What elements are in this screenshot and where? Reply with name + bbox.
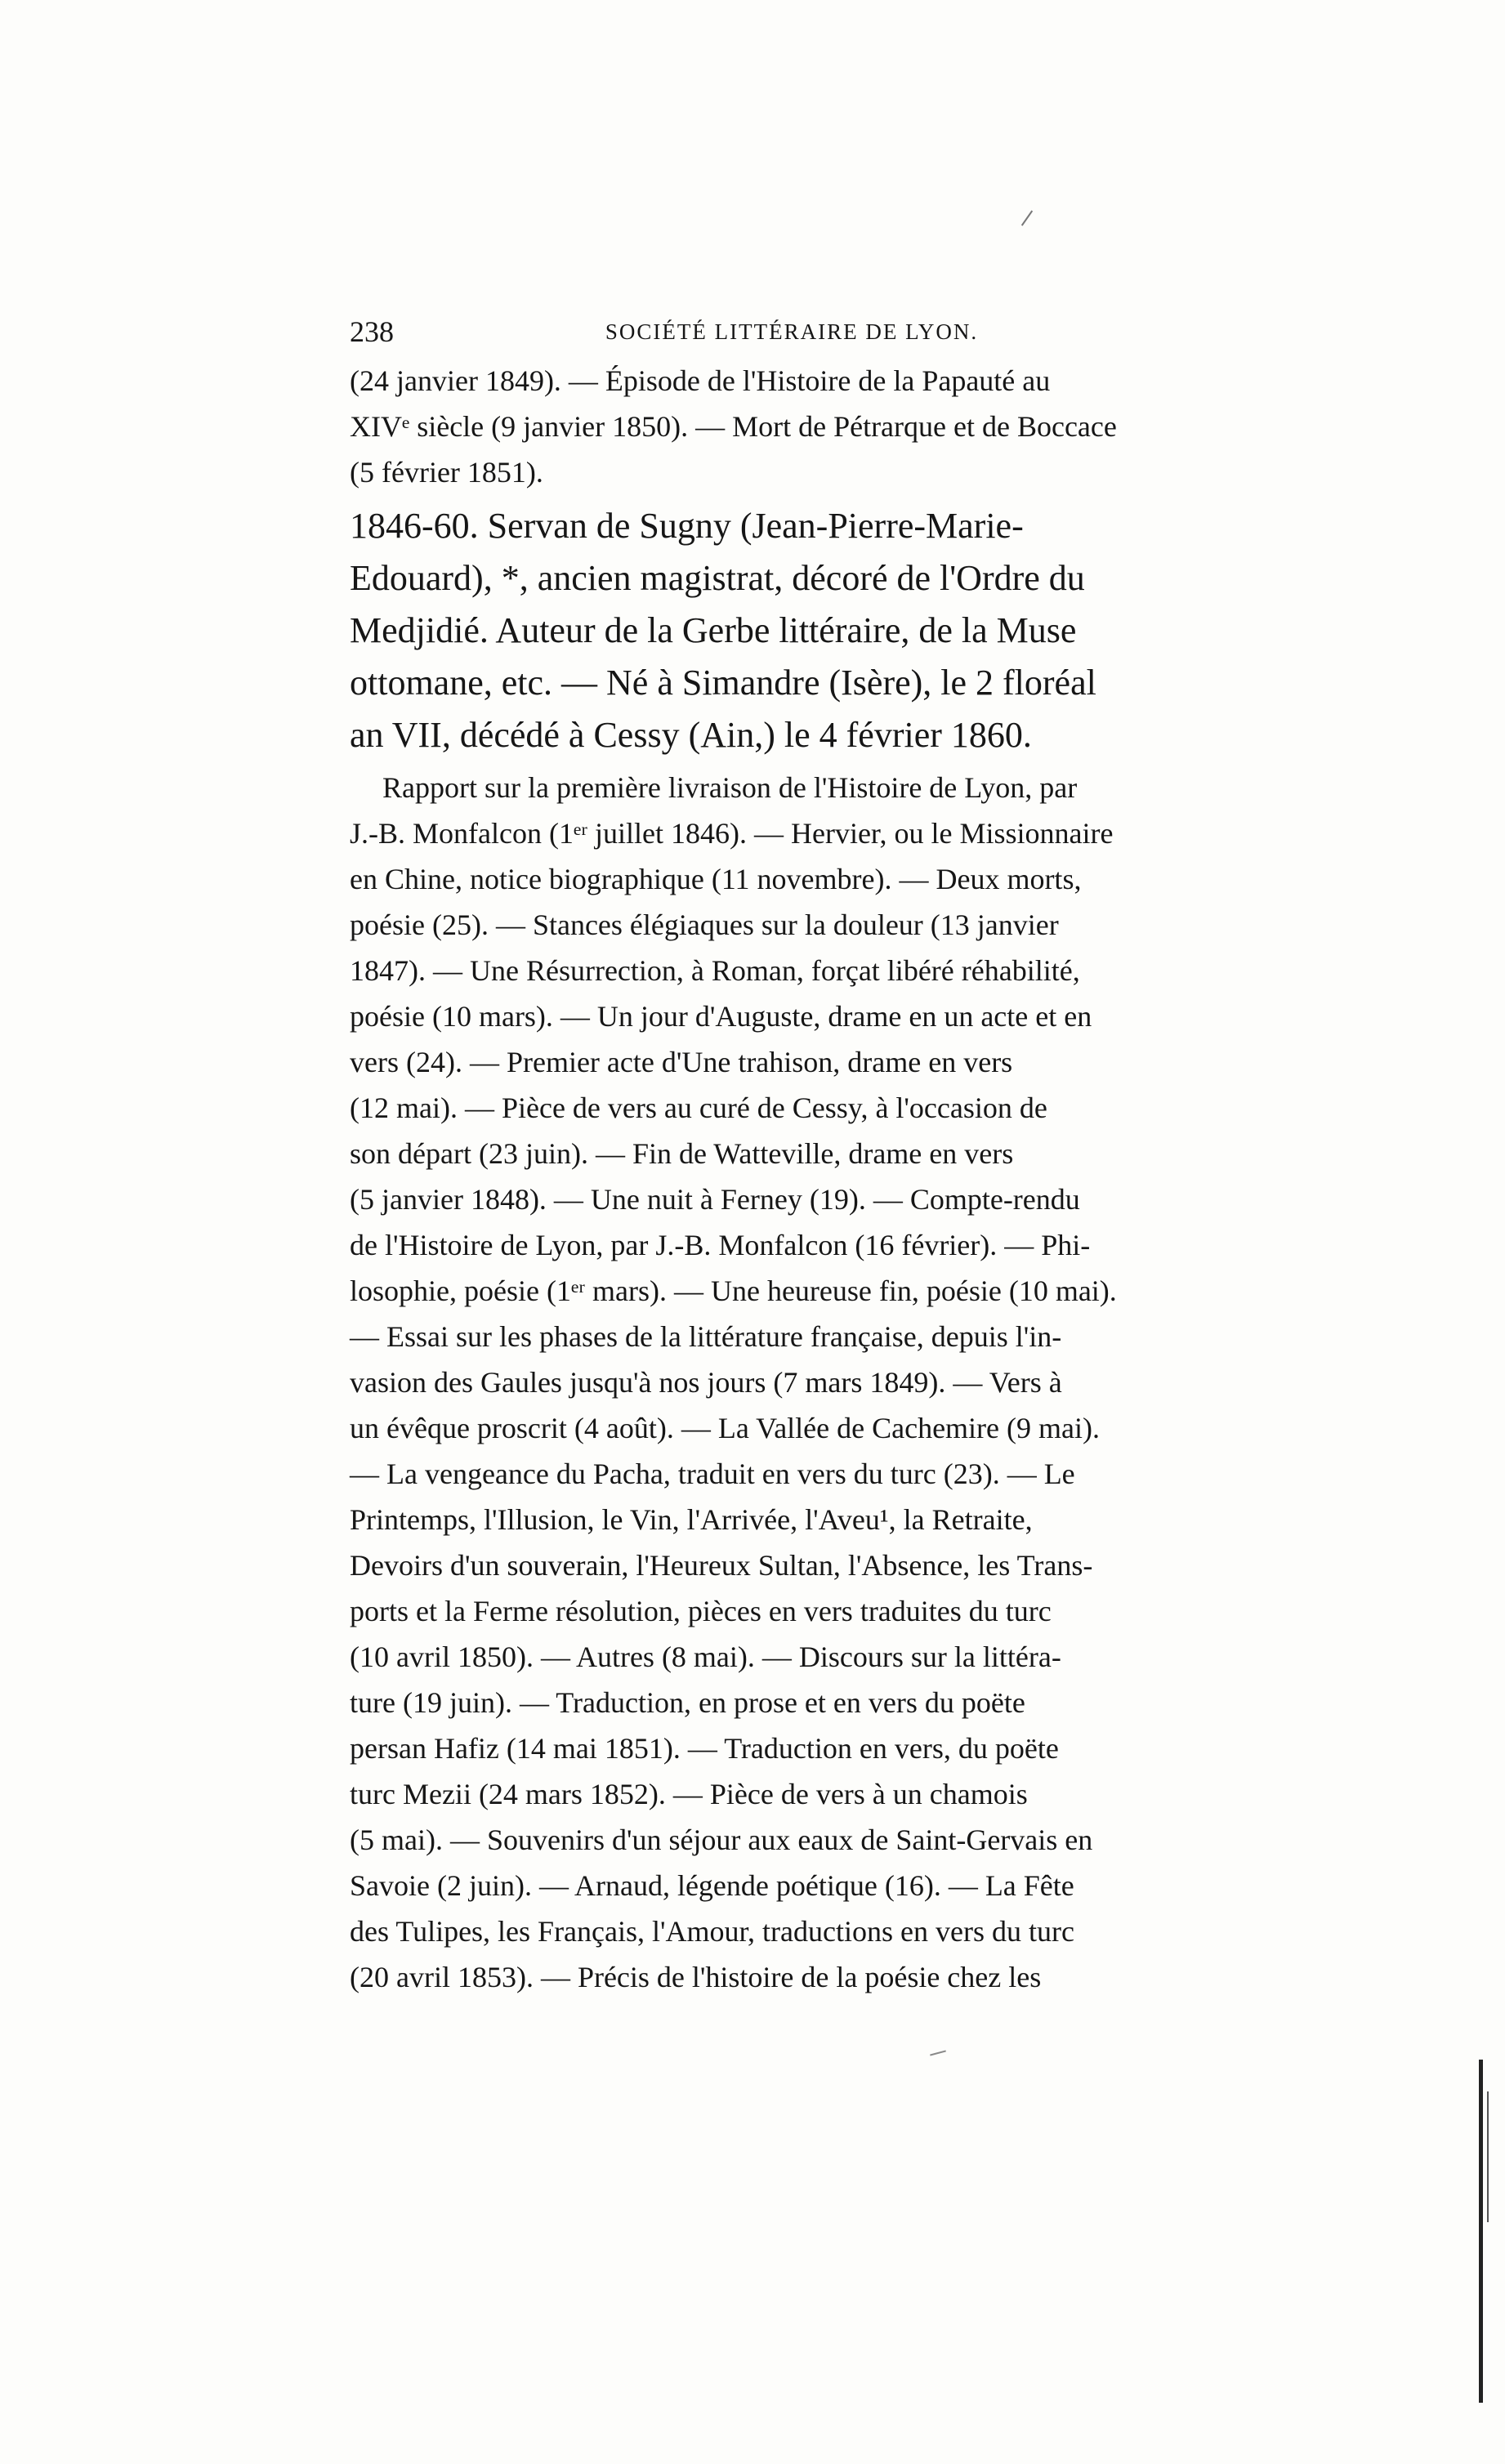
text-line: ture (19 juin). — Traduction, en prose et en vers du poëte	[350, 1686, 1025, 1719]
text-line: (10 avril 1850). — Autres (8 mai). — Discours sur la littéra-	[350, 1640, 1061, 1673]
text-line: 1846-60. Servan de Sugny (Jean-Pierre-Marie-	[350, 506, 1024, 546]
text-line: — Essai sur les phases de la littérature française, depuis l'in-	[350, 1320, 1062, 1353]
text-line: poésie (25). — Stances élégiaques sur la douleur (13 janvier	[350, 908, 1059, 941]
text-line: de l'Histoire de Lyon, par J.-B. Monfalcon (16 février). — Phi-	[350, 1229, 1091, 1261]
text-line: J.-B. Monfalcon (1ᵉʳ juillet 1846). — Hervier, ou le Missionnaire	[350, 817, 1114, 850]
text-line: (24 janvier 1849). — Épisode de l'Histoire de la Papauté au	[350, 364, 1051, 397]
text-line: Rapport sur la première livraison de l'Histoire de Lyon, par	[382, 771, 1078, 804]
running-title: SOCIÉTÉ LITTÉRAIRE DE LYON.	[605, 319, 979, 344]
text-line: vasion des Gaules jusqu'à nos jours (7 mars 1849). — Vers à	[350, 1366, 1062, 1399]
paragraph-continued	[350, 358, 1234, 495]
text-line: Devoirs d'un souverain, l'Heureux Sultan, l'Absence, les Trans-	[350, 1549, 1093, 1582]
text-line: en Chine, notice biographique (11 novembre). — Deux morts,	[350, 863, 1082, 895]
pen-mark	[930, 2050, 946, 2056]
text-line: poésie (10 mars). — Un jour d'Auguste, drame en un acte et en	[350, 1000, 1092, 1033]
text-line: ports et la Ferme résolution, pièces en vers traduites du turc	[350, 1595, 1052, 1627]
text-line: son départ (23 juin). — Fin de Watteville, drame en vers	[350, 1137, 1014, 1170]
text-line: Medjidié. Auteur de la Gerbe littéraire, de la Muse	[350, 610, 1077, 650]
text-line: — La vengeance du Pacha, traduit en vers du turc (23). — Le	[350, 1457, 1075, 1490]
text-line: losophie, poésie (1ᵉʳ mars). — Une heureuse fin, poésie (10 mai).	[350, 1274, 1117, 1307]
margin-rule	[1479, 2060, 1483, 2403]
text-line: Edouard), *, ancien magistrat, décoré de l'Ordre du	[350, 558, 1085, 598]
text-line: (5 janvier 1848). — Une nuit à Ferney (19). — Compte-rendu	[350, 1183, 1080, 1216]
text-line: XIVᵉ siècle (9 janvier 1850). — Mort de Pétrarque et de Boccace	[350, 410, 1117, 443]
works-list	[350, 765, 1234, 2000]
page-number: 238	[350, 315, 394, 348]
text-line: 1847). — Une Résurrection, à Roman, forçat libéré réhabilité,	[350, 954, 1080, 987]
text-line: (5 mai). — Souvenirs d'un séjour aux eaux de Saint-Gervais en	[350, 1823, 1093, 1856]
text-line: turc Mezii (24 mars 1852). — Pièce de vers à un chamois	[350, 1778, 1028, 1810]
text-line: des Tulipes, les Français, l'Amour, traductions en vers du turc	[350, 1915, 1074, 1948]
text-line: un évêque proscrit (4 août). — La Vallée de Cachemire (9 mai).	[350, 1412, 1100, 1444]
text-line: (12 mai). — Pièce de vers au curé de Cessy, à l'occasion de	[350, 1091, 1047, 1124]
text-line: (20 avril 1853). — Précis de l'histoire de la poésie chez les	[350, 1961, 1042, 1993]
member-entry	[350, 500, 1234, 761]
margin-rule	[1487, 2091, 1489, 2222]
text-line: (5 février 1851).	[350, 456, 543, 489]
text-line: an VII, décédé à Cessy (Ain,) le 4 février 1860.	[350, 715, 1032, 755]
text-line: Savoie (2 juin). — Arnaud, légende poétique (16). — La Fête	[350, 1869, 1074, 1902]
text-line: persan Hafiz (14 mai 1851). — Traduction en vers, du poëte	[350, 1732, 1059, 1765]
text-line: Printemps, l'Illusion, le Vin, l'Arrivée, l'Aveu¹, la Retraite,	[350, 1503, 1033, 1536]
text-line: vers (24). — Premier acte d'Une trahison, drame en vers	[350, 1046, 1013, 1078]
text-line: ottomane, etc. — Né à Simandre (Isère), le 2 floréal	[350, 663, 1096, 703]
pen-mark	[1021, 210, 1033, 225]
page-header	[350, 312, 1234, 351]
